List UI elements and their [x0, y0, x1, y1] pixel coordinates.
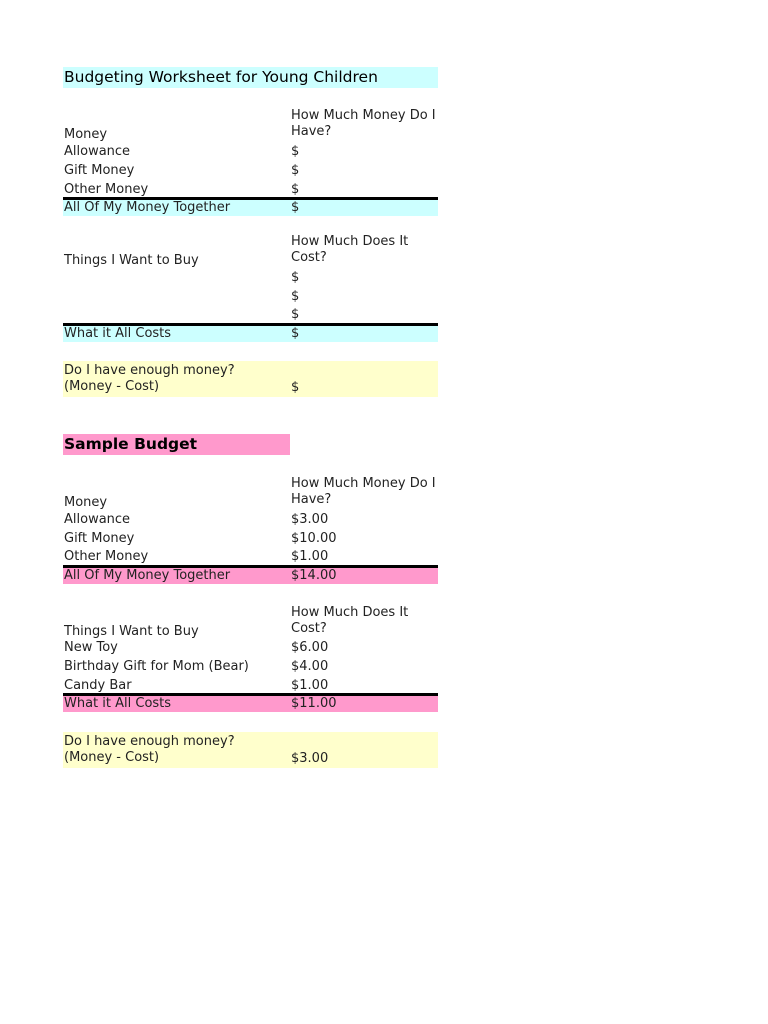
worksheet-money-value[interactable]: $	[291, 182, 300, 197]
worksheet-money-header[interactable]: Money	[64, 127, 108, 142]
worksheet-buy-row	[63, 305, 438, 324]
sample-buy-header-row	[63, 605, 438, 641]
worksheet-buy-value[interactable]: $	[291, 307, 300, 322]
sample-money-header-row	[63, 476, 438, 512]
sample-buy-label[interactable]: Candy Bar	[64, 678, 132, 693]
worksheet-buy-header[interactable]: Things I Want to Buy	[64, 253, 199, 268]
worksheet-money-label[interactable]: Gift Money	[64, 163, 135, 178]
sample-enough-question: Do I have enough money?	[64, 734, 235, 749]
sample-enough-label[interactable]	[64, 734, 235, 766]
sample-buy-value[interactable]: $6.00	[291, 640, 329, 655]
sample-buy-value[interactable]: $4.00	[291, 659, 329, 674]
sample-enough-formula: (Money - Cost)	[64, 750, 160, 765]
worksheet-cost-total-row	[63, 323, 438, 342]
sample-money-label[interactable]: Gift Money	[64, 531, 135, 546]
sample-cost-total-value[interactable]: $11.00	[291, 696, 337, 711]
sample-money-total-row	[63, 565, 438, 584]
sample-money-row	[63, 529, 438, 548]
worksheet-money-value[interactable]: $	[291, 144, 300, 159]
sample-money-col-header[interactable]: How Much Money Do I Have?	[291, 476, 436, 507]
worksheet-cost-total-label[interactable]: What it All Costs	[64, 326, 172, 341]
worksheet-enough-row	[63, 361, 438, 397]
sample-money-label[interactable]: Other Money	[64, 549, 149, 564]
sample-buy-row	[63, 657, 438, 676]
sample-enough-row	[63, 732, 438, 768]
worksheet-title-text: Budgeting Worksheet for Young Children	[64, 68, 378, 86]
sample-title[interactable]	[63, 434, 290, 455]
sample-cost-col-header[interactable]: How Much Does It Cost?	[291, 605, 409, 636]
worksheet-buy-row	[63, 268, 438, 287]
worksheet-money-value[interactable]: $	[291, 163, 300, 178]
worksheet-money-row	[63, 142, 438, 161]
sample-money-value[interactable]: $3.00	[291, 512, 329, 527]
worksheet-buy-value[interactable]: $	[291, 289, 300, 304]
worksheet-enough-value[interactable]: $	[291, 380, 300, 395]
sample-money-value[interactable]: $10.00	[291, 531, 337, 546]
sample-money-value[interactable]: $1.00	[291, 549, 329, 564]
worksheet-money-total-label[interactable]: All Of My Money Together	[64, 200, 231, 215]
sample-money-header[interactable]: Money	[64, 495, 108, 510]
worksheet-title[interactable]	[63, 67, 438, 88]
worksheet-enough-label[interactable]	[64, 363, 235, 395]
worksheet-buy-value[interactable]: $	[291, 270, 300, 285]
sample-money-total-value[interactable]: $14.00	[291, 568, 337, 583]
worksheet-buy-header-row	[63, 234, 438, 270]
sample-buy-row	[63, 638, 438, 657]
sample-buy-label[interactable]: New Toy	[64, 640, 118, 655]
worksheet-buy-row	[63, 287, 438, 306]
sample-buy-value[interactable]: $1.00	[291, 678, 329, 693]
worksheet-money-row	[63, 161, 438, 180]
worksheet-money-col-header[interactable]: How Much Money Do I Have?	[291, 108, 436, 139]
worksheet-money-label[interactable]: Other Money	[64, 182, 149, 197]
worksheet-money-label[interactable]: Allowance	[64, 144, 131, 159]
sample-money-row	[63, 547, 438, 566]
worksheet-money-total-value[interactable]: $	[291, 200, 300, 215]
sample-cost-total-row	[63, 693, 438, 712]
sample-title-text: Sample Budget	[64, 435, 198, 453]
worksheet-enough-formula: (Money - Cost)	[64, 379, 160, 394]
worksheet-cost-col-header[interactable]: How Much Does It Cost?	[291, 234, 409, 265]
sample-buy-label[interactable]: Birthday Gift for Mom (Bear)	[64, 659, 249, 674]
worksheet-cost-total-value[interactable]: $	[291, 326, 300, 341]
worksheet-money-total-row	[63, 197, 438, 216]
worksheet-money-header-row	[63, 108, 438, 144]
worksheet-enough-question: Do I have enough money?	[64, 363, 235, 378]
sample-money-row	[63, 510, 438, 529]
sample-buy-header[interactable]: Things I Want to Buy	[64, 624, 199, 639]
sample-money-total-label[interactable]: All Of My Money Together	[64, 568, 231, 583]
sample-cost-total-label[interactable]: What it All Costs	[64, 696, 172, 711]
sample-enough-value[interactable]: $3.00	[291, 751, 329, 766]
sample-money-label[interactable]: Allowance	[64, 512, 131, 527]
